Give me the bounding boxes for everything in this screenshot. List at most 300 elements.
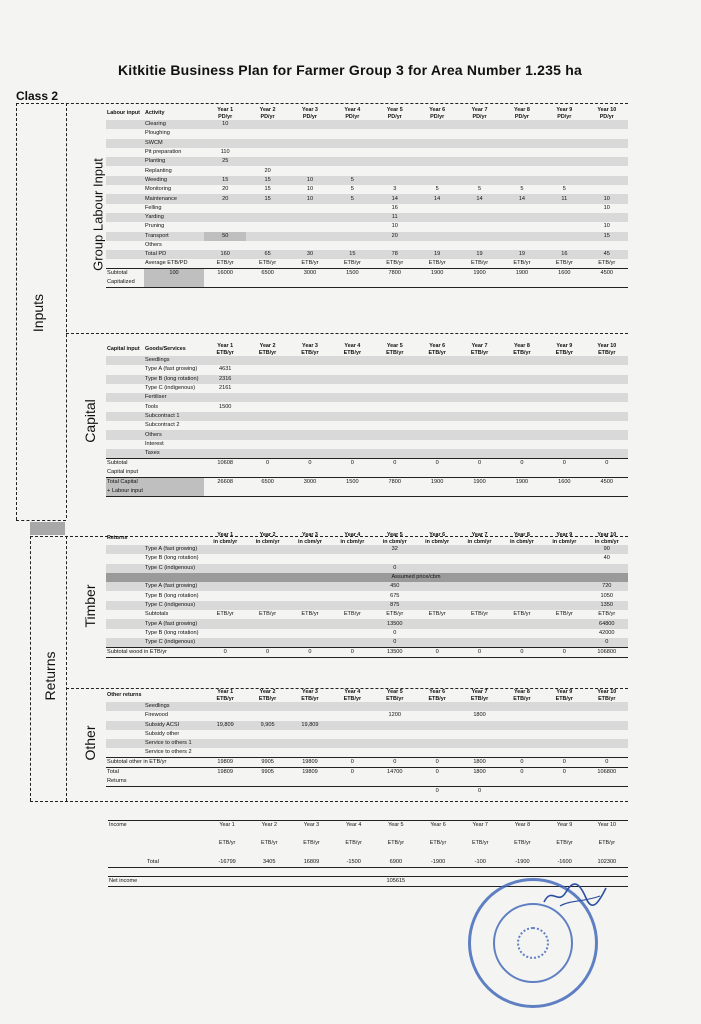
labour-cell bbox=[289, 166, 331, 175]
labour-cell bbox=[289, 232, 331, 241]
other-row-head bbox=[106, 702, 144, 711]
labour-cell bbox=[204, 213, 246, 222]
handwritten-signature bbox=[540, 880, 610, 910]
capital-cell: 2161 bbox=[218, 385, 232, 392]
other-subtotal-cell: 0 bbox=[586, 758, 628, 768]
labour-cell bbox=[458, 204, 500, 213]
labour-year-unit: PD/yr bbox=[345, 113, 360, 120]
timber-year-header bbox=[501, 532, 543, 545]
timber-volume-cell: 40 bbox=[603, 555, 610, 562]
other-cell bbox=[289, 739, 331, 748]
labour-section bbox=[106, 107, 628, 288]
capital-cell bbox=[501, 402, 543, 411]
labour-row-head bbox=[106, 185, 144, 194]
other-cell bbox=[501, 711, 543, 720]
labour-cell bbox=[246, 204, 288, 213]
capital-total-cell: 26608 bbox=[204, 477, 246, 487]
capital-cell bbox=[204, 393, 246, 402]
capital-cell bbox=[543, 440, 585, 449]
timber-volume-cell bbox=[501, 554, 543, 563]
other-year-label: Year 2 bbox=[259, 689, 276, 695]
capital-cell bbox=[246, 365, 288, 374]
labour-cell: 10 bbox=[391, 223, 398, 230]
income-blank bbox=[146, 821, 206, 831]
capital-total-row2 bbox=[106, 487, 628, 497]
capital-total-cell: 3000 bbox=[289, 477, 331, 487]
capital-row bbox=[106, 365, 628, 374]
other-row-head bbox=[106, 730, 144, 739]
timber-price-cell: 675 bbox=[390, 592, 400, 599]
capital-year-unit: ETB/yr bbox=[258, 349, 277, 356]
other-cell: 9,905 bbox=[246, 721, 288, 730]
timber-year-header bbox=[246, 532, 288, 545]
labour-year-label: Year 4 bbox=[344, 107, 361, 113]
timber-volume-row bbox=[106, 554, 628, 563]
other-year-unit: ETB/yr bbox=[258, 695, 277, 702]
timber-assumed-label: Assumed price/cbm bbox=[204, 573, 628, 582]
timber-year-label: Year 3 bbox=[302, 532, 318, 538]
timber-sub-row-head bbox=[106, 619, 144, 628]
labour-row-label: Monitoring bbox=[145, 186, 172, 193]
labour-row bbox=[106, 241, 628, 250]
labour-cell bbox=[501, 222, 543, 231]
capital-blank-cell bbox=[586, 468, 628, 478]
labour-avg-label: Average ETB/PD bbox=[145, 260, 188, 267]
capital-cell bbox=[374, 393, 416, 402]
labour-row-head bbox=[106, 213, 144, 222]
labour-avg-head bbox=[106, 259, 144, 269]
timber-header-row bbox=[106, 532, 628, 545]
labour-year-unit: PD/yr bbox=[260, 113, 275, 120]
capital-cell bbox=[374, 402, 416, 411]
timber-sub-cell bbox=[204, 638, 246, 648]
timber-year-label: Year 10 bbox=[597, 532, 617, 538]
capital-year-header bbox=[416, 343, 458, 356]
other-cell bbox=[416, 702, 458, 711]
labour-year-label: Year 3 bbox=[302, 107, 318, 113]
labour-cell bbox=[374, 120, 416, 129]
other-cell bbox=[586, 711, 628, 720]
labour-cell bbox=[289, 222, 331, 231]
other-row-label: Service to others 2 bbox=[145, 749, 192, 756]
timber-price-cell: 875 bbox=[374, 601, 416, 610]
labour-cell bbox=[416, 241, 458, 250]
capital-blank-cell bbox=[416, 468, 458, 478]
timber-sub-cell bbox=[458, 629, 500, 638]
other-year-header bbox=[458, 689, 500, 702]
timber-year-label: Year 1 bbox=[217, 532, 234, 538]
capital-cell bbox=[331, 449, 373, 459]
income-total-cell: -16799 bbox=[206, 858, 248, 868]
timber-price-cell bbox=[289, 582, 331, 591]
other-total-blank2 bbox=[144, 777, 204, 787]
timber-price-cell bbox=[289, 591, 331, 600]
labour-etb-unit: ETB/yr bbox=[598, 260, 616, 267]
labour-row bbox=[106, 176, 628, 185]
timber-subtotal-cell: 0 bbox=[331, 647, 373, 657]
labour-row-label: SWCM bbox=[144, 139, 204, 148]
labour-row-label: Planting bbox=[144, 157, 204, 166]
capital-row bbox=[106, 440, 628, 449]
timber-volume-row-label: Type B (long rotation) bbox=[145, 555, 199, 562]
timber-volume-cell bbox=[543, 554, 585, 563]
labour-cell bbox=[586, 129, 628, 138]
labour-cell bbox=[458, 129, 500, 138]
capital-subtotal-cell: 0 bbox=[331, 458, 373, 468]
capital-year-header bbox=[586, 343, 628, 356]
net-income-value: 105615 bbox=[375, 877, 417, 887]
capital-cell bbox=[586, 402, 628, 411]
capital-row bbox=[106, 412, 628, 421]
capital-cell bbox=[586, 412, 628, 421]
capital-cell bbox=[586, 421, 628, 430]
income-unit: ETB/yr bbox=[556, 840, 573, 847]
other-extra-cell bbox=[586, 787, 628, 797]
other-col0: Other returns bbox=[107, 692, 142, 699]
timber-sub-cell: 13500 bbox=[374, 619, 416, 628]
timber-volume-cell bbox=[331, 564, 373, 573]
capital-cell bbox=[458, 449, 500, 459]
timber-volume-cell: 32 bbox=[374, 545, 416, 554]
returns-label: Returns bbox=[42, 651, 58, 701]
timber-volume-cell bbox=[204, 545, 246, 554]
labour-row-head bbox=[106, 139, 144, 148]
capital-row bbox=[106, 384, 628, 393]
timber-year-header bbox=[543, 532, 585, 545]
labour-year-unit: PD/yr bbox=[472, 113, 487, 120]
income-total-cell: -1900 bbox=[417, 858, 459, 868]
labour-year-label: Year 5 bbox=[386, 107, 403, 113]
other-total-blank-cell bbox=[416, 777, 458, 787]
labour-cell bbox=[374, 157, 416, 166]
labour-cell: 10 bbox=[289, 176, 331, 185]
timber-sub-cell bbox=[458, 638, 500, 648]
labour-cell bbox=[374, 176, 416, 185]
labour-cell bbox=[543, 232, 585, 241]
timber-year-header bbox=[374, 532, 416, 545]
labour-row-label: Maintenance bbox=[144, 194, 204, 203]
capital-cell bbox=[458, 393, 500, 402]
timber-price-row-label: Type A (fast growing) bbox=[144, 582, 204, 591]
capital-row-head bbox=[106, 440, 144, 449]
other-cell bbox=[543, 721, 585, 730]
capital-cell bbox=[289, 412, 331, 421]
timber-year-header bbox=[331, 532, 373, 545]
capital-table bbox=[106, 343, 628, 497]
labour-cell: 110 bbox=[220, 149, 230, 156]
capital-col0: Capital input bbox=[107, 346, 140, 353]
labour-year-label: Year 8 bbox=[513, 107, 530, 113]
labour-cell bbox=[501, 241, 543, 250]
timber-sub-row-head bbox=[106, 638, 144, 648]
labour-cell bbox=[501, 157, 543, 166]
labour-row-label: Felling bbox=[145, 204, 162, 211]
other-year-unit: ETB/yr bbox=[513, 695, 531, 702]
capital-blank-cell bbox=[246, 468, 288, 478]
timber-volume-row-head bbox=[106, 554, 144, 563]
timber-col0: Returns bbox=[107, 535, 128, 542]
net-income-blank bbox=[206, 877, 248, 887]
capital-cell bbox=[501, 365, 543, 374]
labour-subtotal-cell: 1500 bbox=[331, 269, 373, 279]
other-year-unit: ETB/yr bbox=[343, 695, 362, 702]
timber-sub-row bbox=[106, 638, 628, 648]
capital-cell bbox=[331, 393, 373, 402]
timber-price-cell bbox=[204, 591, 246, 600]
other-cell bbox=[289, 730, 331, 739]
timber-sub-cell bbox=[204, 619, 246, 628]
timber-price-cell bbox=[204, 601, 246, 610]
labour-year-unit: PD/yr bbox=[387, 113, 402, 120]
labour-etb-unit: ETB/yr bbox=[216, 260, 234, 267]
timber-sub-row bbox=[106, 619, 628, 628]
income-spacer-row bbox=[108, 830, 628, 839]
timber-year-unit: in cbm/yr bbox=[297, 538, 322, 545]
capital-total-blank bbox=[586, 487, 628, 497]
capital-blank-cell bbox=[204, 468, 246, 478]
capital-subtotal-cell: 0 bbox=[246, 458, 288, 468]
labour-cell: 10 bbox=[306, 186, 314, 193]
capital-cell bbox=[416, 440, 458, 449]
labour-subtotal-cell: 3000 bbox=[289, 269, 331, 279]
capital-subtotal-cell: 10608 bbox=[204, 458, 246, 468]
capital-year-unit: ETB/yr bbox=[386, 349, 404, 356]
labour-cell bbox=[246, 148, 288, 157]
capital-cell bbox=[374, 384, 416, 393]
capital-cell bbox=[416, 384, 458, 393]
other-year-label: Year 8 bbox=[513, 689, 530, 695]
group-labour-label: Group Labour Input bbox=[90, 158, 106, 271]
other-extra-head bbox=[106, 787, 144, 797]
labour-cell bbox=[586, 148, 628, 157]
timber-subtotal-cell: 0 bbox=[501, 647, 543, 657]
labour-cell bbox=[289, 204, 331, 213]
labour-cell: 19 bbox=[501, 250, 543, 259]
labour-cell bbox=[543, 120, 585, 129]
other-cell bbox=[586, 702, 628, 711]
timber-assumed-head bbox=[106, 573, 144, 582]
other-year-unit: ETB/yr bbox=[555, 695, 573, 702]
class-label: Class 2 bbox=[16, 89, 59, 103]
labour-cell bbox=[458, 213, 500, 222]
other-total-label2: Returns bbox=[106, 777, 144, 787]
capital-total-blank bbox=[204, 487, 246, 497]
other-cell bbox=[246, 730, 288, 739]
capital-row-label: Taxes bbox=[144, 449, 204, 459]
other-cell bbox=[204, 711, 246, 720]
labour-cell bbox=[289, 139, 331, 148]
income-total-cell: -1600 bbox=[544, 858, 586, 868]
labour-year-header bbox=[289, 107, 331, 120]
timber-price-row-label: Type C (indigenous) bbox=[144, 601, 204, 610]
other-row-head bbox=[106, 739, 144, 748]
timber-volume-cell bbox=[586, 564, 628, 573]
capital-cell bbox=[458, 356, 500, 365]
capital-total-label: Total Capital bbox=[106, 477, 144, 487]
timber-price-cell: 720 bbox=[586, 582, 628, 591]
timber-year-header bbox=[204, 532, 246, 545]
other-subtotal-cell: 1800 bbox=[458, 758, 500, 768]
timber-volume-cell bbox=[543, 564, 585, 573]
timber-subtotals-unit: ETB/yr bbox=[428, 611, 446, 618]
labour-cell bbox=[458, 241, 500, 250]
net-income-blank bbox=[459, 877, 501, 887]
timber-volume-cell bbox=[501, 545, 543, 554]
capital-cell bbox=[586, 356, 628, 365]
labour-year-header bbox=[246, 107, 288, 120]
capital-year-unit: ETB/yr bbox=[216, 349, 234, 356]
capital-cell bbox=[543, 393, 585, 402]
timber-sub-row-head bbox=[106, 629, 144, 638]
capital-year-label: Year 6 bbox=[429, 343, 446, 349]
labour-cell bbox=[458, 148, 500, 157]
timber-price-row bbox=[106, 582, 628, 591]
timber-price-row-label: Type B (long rotation) bbox=[145, 592, 199, 599]
labour-row-head bbox=[106, 148, 144, 157]
other-row bbox=[106, 739, 628, 748]
labour-cell: 16 bbox=[543, 250, 585, 259]
timber-volume-cell bbox=[204, 564, 246, 573]
capital-cell bbox=[289, 402, 331, 411]
other-year-unit: ETB/yr bbox=[470, 695, 489, 702]
capital-cell bbox=[246, 402, 288, 411]
other-year-header bbox=[543, 689, 585, 702]
income-year-label: Year 8 bbox=[501, 821, 543, 831]
timber-label: Timber bbox=[82, 584, 98, 628]
capital-year-unit: ETB/yr bbox=[513, 349, 531, 356]
capital-blank-cell bbox=[289, 468, 331, 478]
capital-total-blank bbox=[543, 487, 585, 497]
divider-returns-bottom bbox=[30, 801, 628, 802]
capital-total-cell: 1500 bbox=[331, 477, 373, 487]
labour-cell: 14 bbox=[374, 194, 416, 203]
labour-cell bbox=[501, 213, 543, 222]
capital-cell bbox=[289, 440, 331, 449]
timber-volume-cell bbox=[331, 554, 373, 563]
capital-cell bbox=[543, 375, 585, 384]
other-row-label: Seedlings bbox=[144, 702, 204, 711]
timber-price-cell bbox=[331, 591, 373, 600]
timber-subtotals-unit: ETB/yr bbox=[216, 611, 234, 618]
labour-cell: 160 bbox=[204, 250, 246, 259]
timber-sub-cell bbox=[543, 629, 585, 638]
other-extra-cell bbox=[501, 787, 543, 797]
labour-cell bbox=[543, 241, 585, 250]
capital-year-label: Year 5 bbox=[386, 343, 403, 349]
timber-subtotal-cell: 0 bbox=[543, 647, 585, 657]
labour-year-label: Year 9 bbox=[556, 107, 573, 113]
labour-cell bbox=[246, 213, 288, 222]
other-year-unit: ETB/yr bbox=[301, 695, 319, 702]
income-unit: ETB/yr bbox=[429, 840, 447, 847]
timber-volume-cell bbox=[543, 545, 585, 554]
frame-left-returns bbox=[30, 536, 31, 801]
capital-cell bbox=[374, 365, 416, 374]
labour-row-label: Replanting bbox=[145, 167, 172, 174]
timber-section bbox=[106, 532, 628, 658]
capital-cell bbox=[416, 393, 458, 402]
capital-blank-cell bbox=[374, 468, 416, 478]
timber-volume-cell bbox=[458, 564, 500, 573]
capital-cell bbox=[458, 375, 500, 384]
labour-subtotal-cell: 1900 bbox=[458, 269, 500, 279]
timber-sub-cell bbox=[289, 629, 331, 638]
other-extra-cell bbox=[204, 787, 246, 797]
capital-total-cell: 1600 bbox=[543, 477, 585, 487]
capital-blank bbox=[144, 468, 204, 478]
timber-volume-cell bbox=[246, 545, 288, 554]
labour-row bbox=[106, 250, 628, 259]
capital-cell bbox=[374, 440, 416, 449]
timber-volume-row bbox=[106, 564, 628, 573]
timber-volume-row-head bbox=[106, 564, 144, 573]
income-spacer bbox=[108, 830, 146, 839]
timber-year-unit: in cbm/yr bbox=[509, 538, 534, 545]
other-cell bbox=[458, 721, 500, 730]
income-unit-head bbox=[108, 839, 146, 848]
timber-price-cell bbox=[416, 582, 458, 591]
timber-price-cell bbox=[246, 591, 288, 600]
capital-cell bbox=[204, 440, 246, 449]
other-extra-cell bbox=[331, 787, 373, 797]
income-year-label: Year 4 bbox=[333, 821, 375, 831]
other-cell bbox=[289, 748, 331, 758]
other-year-label: Year 9 bbox=[556, 689, 573, 695]
capital-cell bbox=[374, 449, 416, 459]
labour-row-head bbox=[106, 250, 144, 259]
other-total-cell: 0 bbox=[501, 768, 543, 778]
timber-subtotals-unit: ETB/yr bbox=[513, 611, 531, 618]
labour-cell bbox=[416, 222, 458, 231]
capital-cell bbox=[501, 440, 543, 449]
capital-cell bbox=[458, 440, 500, 449]
labour-cell: 30 bbox=[289, 250, 331, 259]
timber-year-unit: in cbm/yr bbox=[467, 538, 492, 545]
labour-cell: 14 bbox=[416, 194, 458, 203]
income-unit: ETB/yr bbox=[261, 840, 278, 847]
capital-cell bbox=[289, 375, 331, 384]
labour-cell bbox=[586, 157, 628, 166]
other-subtotal-cell: 9905 bbox=[246, 758, 288, 768]
other-total-row bbox=[106, 768, 628, 778]
labour-cell: 20 bbox=[222, 186, 229, 193]
timber-year-unit: in cbm/yr bbox=[594, 538, 619, 545]
timber-volume-cell bbox=[501, 564, 543, 573]
timber-subtotals-unit: ETB/yr bbox=[555, 611, 573, 618]
capital-cell bbox=[374, 430, 416, 439]
labour-row-label: Others bbox=[145, 242, 162, 248]
labour-year-label: Year 2 bbox=[259, 107, 276, 113]
capital-year-label: Year 3 bbox=[302, 343, 318, 349]
timber-volume-cell bbox=[416, 564, 458, 573]
capital-cell bbox=[458, 402, 500, 411]
labour-etb-unit: ETB/yr bbox=[470, 260, 489, 267]
capital-total-row bbox=[106, 477, 628, 487]
capital-cell bbox=[416, 421, 458, 430]
timber-volume-cell bbox=[246, 564, 288, 573]
labour-year-label: Year 10 bbox=[597, 107, 617, 113]
labour-cell bbox=[331, 157, 373, 166]
other-year-header bbox=[586, 689, 628, 702]
labour-subtotal-cell: 16000 bbox=[204, 269, 246, 279]
capital-row-head bbox=[106, 365, 144, 374]
capital-cell bbox=[374, 375, 416, 384]
timber-volume-row-label: Type C (indigenous) bbox=[144, 564, 204, 573]
labour-cell: 65 bbox=[246, 250, 288, 259]
other-total-cell: 0 bbox=[543, 768, 585, 778]
capital-cell bbox=[586, 393, 628, 402]
income-total-cell: 102300 bbox=[586, 858, 628, 868]
